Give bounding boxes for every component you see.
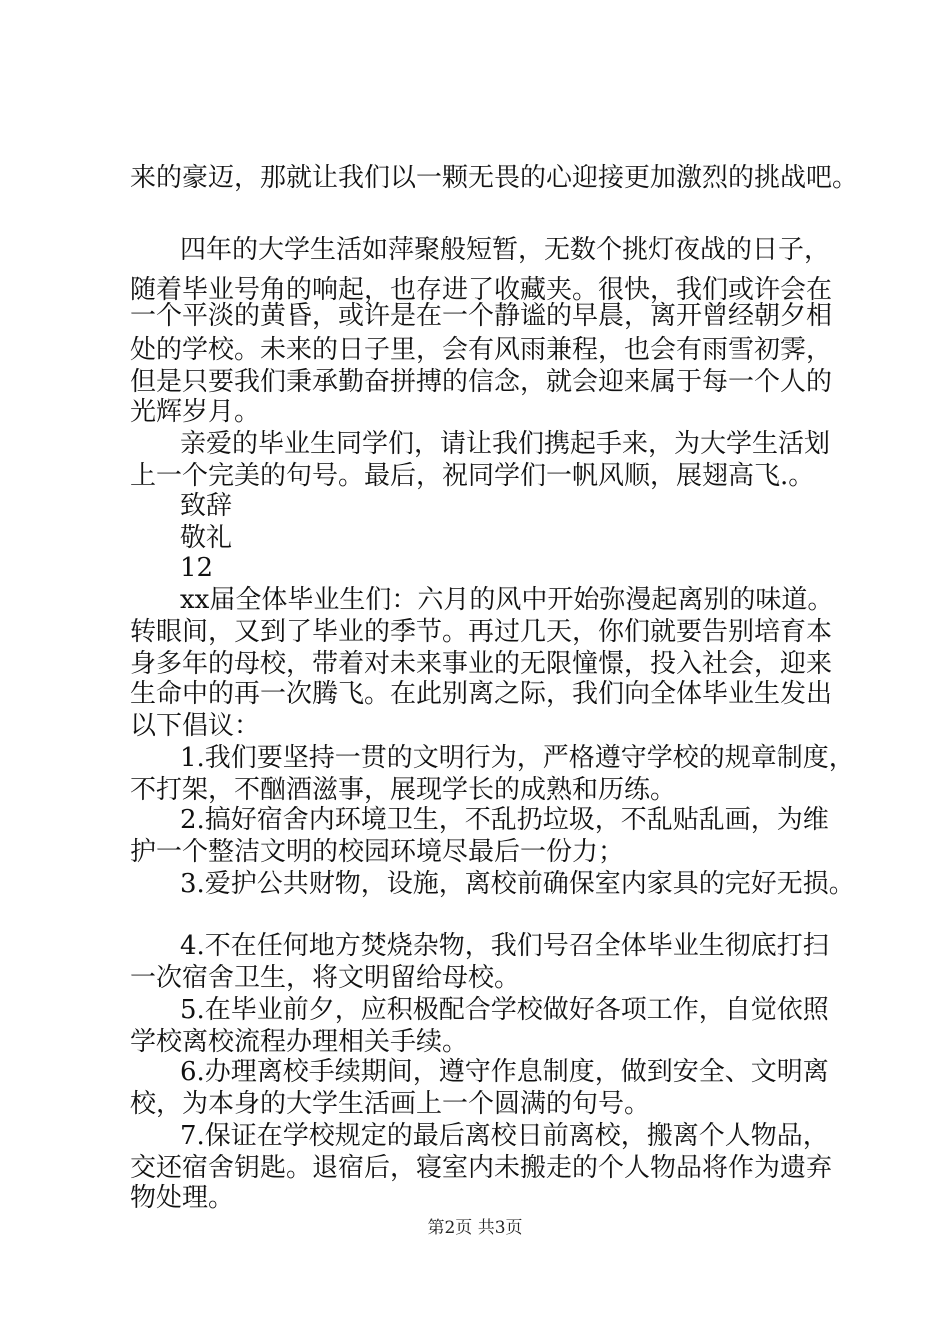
list-item-continuation: 物处理。 (130, 1183, 235, 1213)
list-item: 2.搞好宿舍内环境卫生，不乱扔垃圾，不乱贴乱画，为维 (180, 805, 829, 835)
list-item-continuation: 交还宿舍钥匙。退宿后，寝室内未搬走的个人物品将作为遗弃 (130, 1153, 833, 1183)
list-item-continuation: 护一个整洁文明的校园环境尽最后一份力； (130, 837, 625, 867)
paragraph-line: 光辉岁月。 (130, 397, 261, 427)
list-item-continuation: 一次宿舍卫生，将文明留给母校。 (130, 963, 521, 993)
list-item: 3.爱护公共财物，设施，离校前确保室内家具的完好无损。 (180, 869, 855, 899)
page-footer: 第2页 共3页 (427, 1218, 523, 1238)
paragraph-line: 身多年的母校，带着对未来事业的无限憧憬，投入社会，迎来 (130, 649, 833, 679)
list-item: 6.办理离校手续期间，遵守作息制度，做到安全、文明离 (180, 1057, 829, 1087)
paragraph-line: 上一个完美的句号。最后，祝同学们一帆风顺，展翅高飞.。 (130, 461, 815, 491)
paragraph-line: 四年的大学生活如萍聚般短暂，无数个挑灯夜战的日子， (180, 235, 831, 265)
paragraph-line: 随着毕业号角的响起，也存进了收藏夹。很快，我们或许会在 (130, 275, 833, 305)
list-item: 7.保证在学校规定的最后离校日前离校，搬离个人物品， (180, 1121, 829, 1151)
paragraph-line: 转眼间，又到了毕业的季节。再过几天，你们就要告别培育本 (130, 617, 833, 647)
paragraph-line: 以下倡议： (130, 711, 261, 741)
list-item: 1.我们要坚持一贯的文明行为，严格遵守学校的规章制度， (180, 743, 855, 773)
list-item-continuation: 校，为本身的大学生活画上一个圆满的句号。 (130, 1089, 651, 1119)
paragraph-line: 处的学校。未来的日子里，会有风雨兼程，也会有雨雪初霁， (130, 335, 833, 365)
paragraph-line: 一个平淡的黄昏，或许是在一个静谧的早晨，离开曾经朝夕相 (130, 301, 833, 331)
number-line: 12 (180, 553, 214, 583)
paragraph-line: 亲爱的毕业生同学们，请让我们携起手来，为大学生活划 (180, 429, 831, 459)
list-item: 4.不在任何地方焚烧杂物，我们号召全体毕业生彻底打扫 (180, 931, 829, 961)
list-item-continuation: 学校离校流程办理相关手续。 (130, 1027, 469, 1057)
paragraph-line: xx届全体毕业生们：六月的风中开始弥漫起离别的味道。 (180, 585, 834, 615)
list-item: 5.在毕业前夕，应积极配合学校做好各项工作，自觉依照 (180, 995, 829, 1025)
closing-line: 敬礼 (180, 523, 233, 553)
paragraph-line: 但是只要我们秉承勤奋拼搏的信念，就会迎来属于每一个人的 (130, 367, 833, 397)
paragraph-line: 来的豪迈，那就让我们以一颗无畏的心迎接更加激烈的挑战吧。 (130, 163, 859, 193)
closing-line: 致辞 (180, 491, 233, 521)
list-item-continuation: 不打架，不酗酒滋事，展现学长的成熟和历练。 (130, 775, 677, 805)
paragraph-line: 生命中的再一次腾飞。在此别离之际，我们向全体毕业生发出 (130, 679, 833, 709)
